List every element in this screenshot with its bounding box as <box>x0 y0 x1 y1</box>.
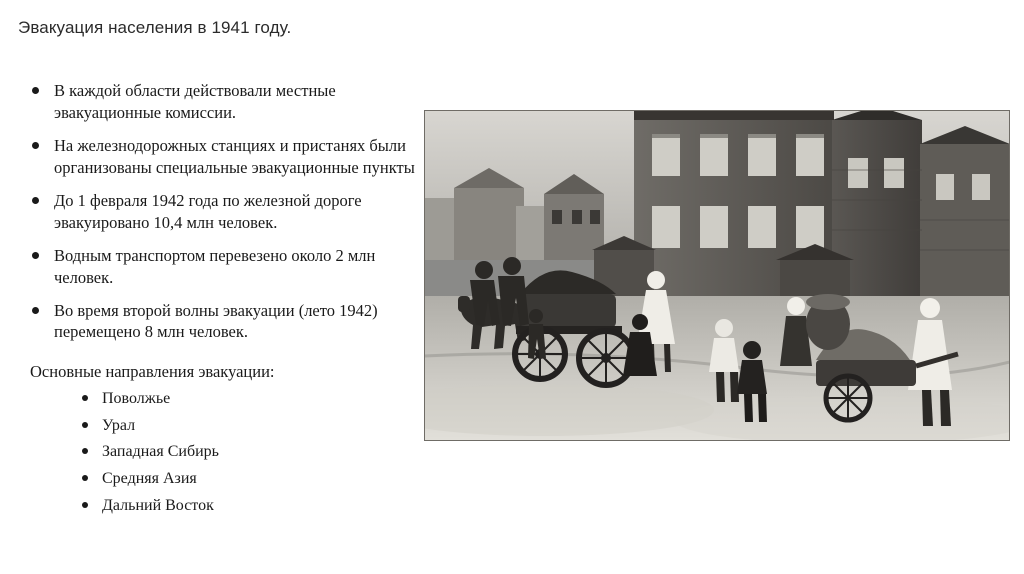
list-item-text: Поволжье <box>102 389 171 407</box>
list-item <box>18 300 418 344</box>
bullet-dot-icon <box>32 142 39 149</box>
list-item-text: В каждой области действовали местные эвакуационные комиссии. <box>54 81 336 122</box>
list-item-text: Дальний Восток <box>102 497 214 514</box>
bullet-dot-icon <box>32 307 39 314</box>
bullet-list <box>18 80 418 343</box>
bullet-dot-icon <box>82 448 88 454</box>
evacuation-photograph <box>424 110 1010 441</box>
bullet-dot-icon <box>82 422 88 428</box>
bullet-dot-icon <box>32 87 39 94</box>
list-item <box>18 135 418 179</box>
bullet-dot-icon <box>82 502 88 508</box>
list-item-text: Урал <box>102 416 136 434</box>
page-title: Эвакуация населения в 1941 году. <box>18 18 292 37</box>
list-item <box>18 80 418 124</box>
list-item <box>18 245 418 289</box>
list-item <box>18 190 418 234</box>
bullet-dot-icon <box>32 252 39 259</box>
directions-heading: Основные направления эвакуации: <box>30 362 275 382</box>
list-item-text: Западная Сибирь <box>102 443 219 461</box>
bullet-dot-icon <box>32 197 39 204</box>
directions-list <box>18 389 418 517</box>
bullet-dot-icon <box>82 395 88 401</box>
list-item-text: Водным транспортом перевезено около 2 млн человек. <box>54 245 376 287</box>
list-item-text: Во время второй волны эвакуации (лето 1942) перемещено 8 млн человек. <box>54 300 378 342</box>
list-item-text: Средняя Азия <box>102 470 197 488</box>
list-item-text: До 1 февраля 1942 года по железной дороге эвакуировано 10,4 млн человек. <box>54 190 362 232</box>
list-item <box>18 469 418 490</box>
list-item <box>18 389 418 410</box>
list-item <box>18 416 418 437</box>
slide-body <box>18 80 418 523</box>
list-item-text: На железнодорожных станциях и пристанях были организованы специальные эвакуационные пункты <box>54 135 415 177</box>
list-item <box>18 496 418 517</box>
bullet-dot-icon <box>82 475 88 481</box>
list-item <box>18 442 418 463</box>
